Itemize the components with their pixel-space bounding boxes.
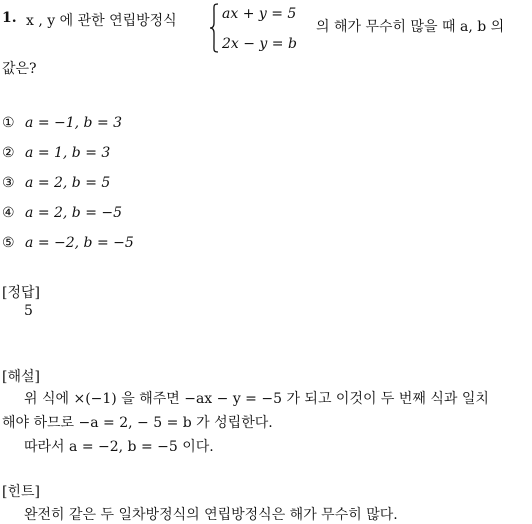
choice-marker: ②: [2, 145, 15, 161]
answer-heading: [정답]: [2, 285, 40, 301]
choice-3[interactable]: [2, 175, 110, 191]
explanation-line-3: 따라서 a = −2, b = −5 이다.: [24, 439, 214, 455]
equation-1: ax + y = 5: [222, 6, 297, 22]
answer-value: 5: [24, 303, 33, 319]
choice-marker: ①: [2, 115, 15, 131]
choice-2[interactable]: [2, 145, 110, 161]
explanation-line-1: 위 식에 ×(−1) 을 해주면 −ax − y = −5 가 되고 이것이 두 번째 식과 일치: [24, 391, 489, 407]
explanation-heading: [해설]: [2, 369, 40, 385]
equation-2: 2x − y = b: [222, 36, 297, 52]
hint-heading: [힌트]: [2, 484, 40, 500]
question-line-2: 값은?: [2, 61, 37, 77]
choice-1[interactable]: [2, 115, 122, 131]
system-brace: [209, 3, 219, 53]
choice-marker: ⑤: [2, 235, 15, 251]
hint-line-1: 완전히 같은 두 일차방정식의 연립방정식은 해가 무수히 많다.: [24, 507, 398, 523]
choice-4[interactable]: [2, 205, 122, 221]
choice-marker: ③: [2, 175, 15, 191]
choice-text: a = 2, b = 5: [25, 175, 111, 191]
question-suffix: 의 해가 무수히 많을 때 a, b 의: [316, 19, 505, 35]
explanation-line-2: 해야 하므로 −a = 2, − 5 = b 가 성립한다.: [2, 415, 273, 431]
choice-text: a = 2, b = −5: [25, 205, 123, 221]
choice-text: a = −1, b = 3: [25, 115, 123, 131]
choice-marker: ④: [2, 205, 15, 221]
choice-text: a = 1, b = 3: [25, 145, 111, 161]
question-prefix: x , y 에 관한 연립방정식: [26, 13, 177, 29]
choice-5[interactable]: [2, 235, 134, 251]
choice-text: a = −2, b = −5: [25, 235, 134, 251]
question-number: 1.: [2, 10, 17, 26]
